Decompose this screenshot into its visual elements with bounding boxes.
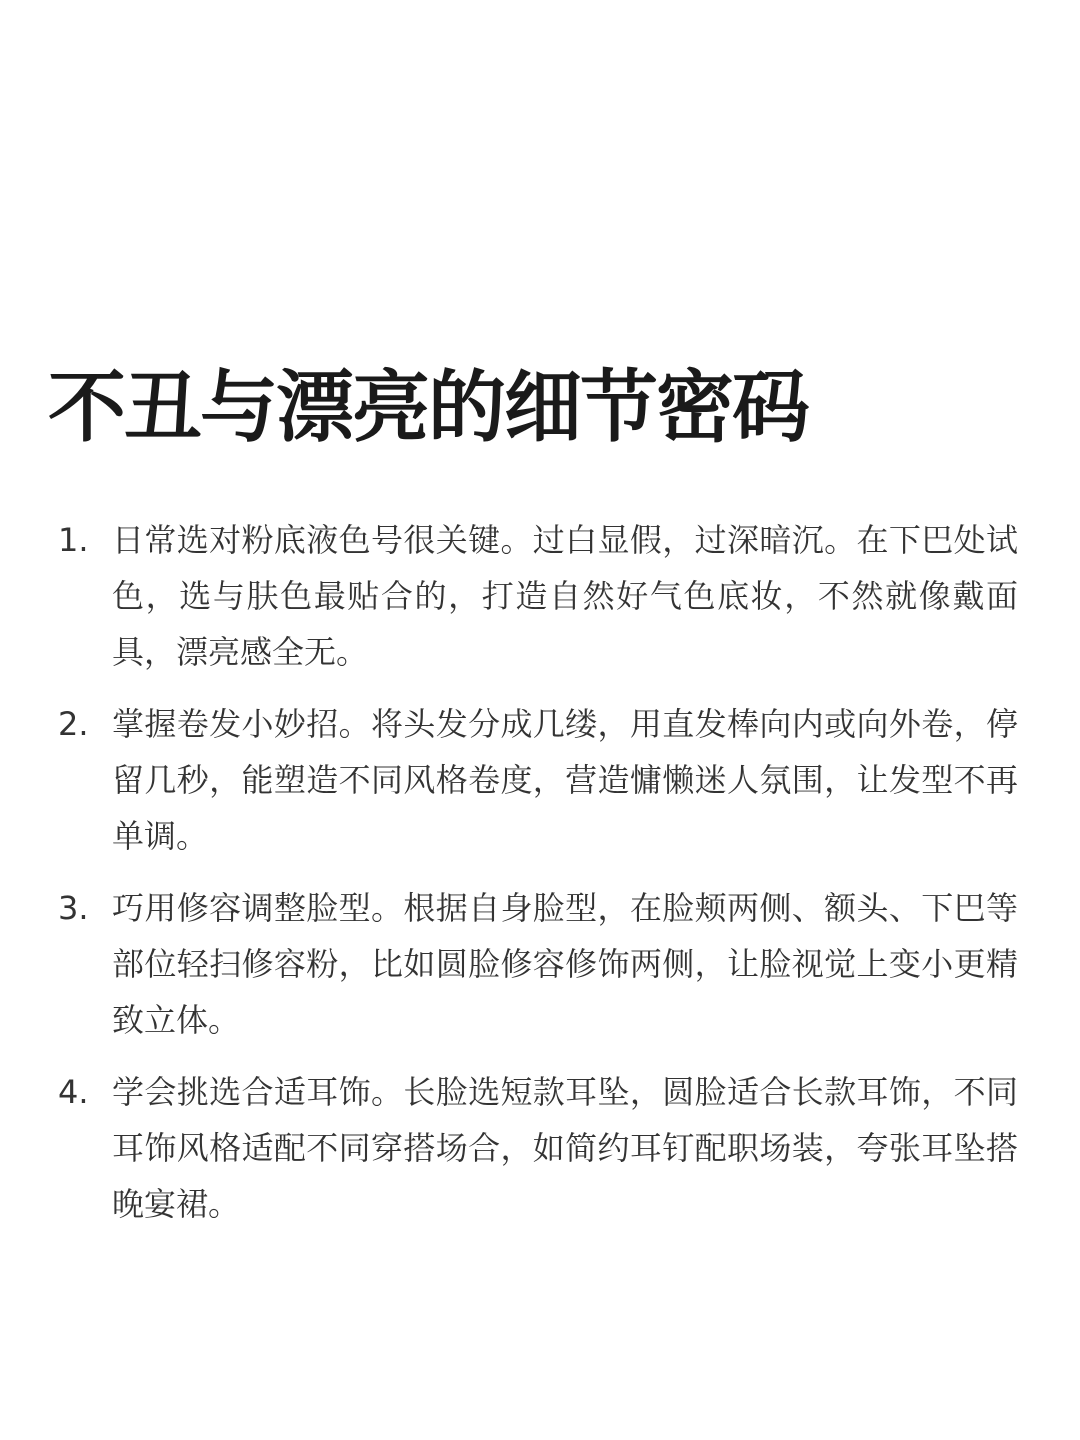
list-item (58, 1064, 1018, 1232)
list-item (58, 512, 1018, 680)
list-item (58, 880, 1018, 1048)
list-item-number: 2. (58, 705, 89, 743)
list-item-text: 掌握卷发小妙招。将头发分成几缕，用直发棒向内或向外卷，停留几秒，能塑造不同风格卷度，营造慵懒迷人氛围，让发型不再单调。 (112, 705, 1018, 855)
page-title: 不丑与漂亮的细节密码 (48, 363, 809, 453)
tips-list (58, 512, 1018, 1248)
list-item-number: 1. (58, 521, 89, 559)
list-item-text: 巧用修容调整脸型。根据自身脸型，在脸颊两侧、额头、下巴等部位轻扫修容粉，比如圆脸修容修饰两侧，让脸视觉上变小更精致立体。 (112, 889, 1018, 1039)
list-item (58, 696, 1018, 864)
list-item-number: 4. (58, 1073, 89, 1111)
list-item-text: 学会挑选合适耳饰。长脸选短款耳坠，圆脸适合长款耳饰，不同耳饰风格适配不同穿搭场合，如简约耳钉配职场装，夸张耳坠搭晚宴裙。 (112, 1073, 1018, 1223)
list-item-number: 3. (58, 889, 89, 927)
list-item-text: 日常选对粉底液色号很关键。过白显假，过深暗沉。在下巴处试色，选与肤色最贴合的，打造自然好气色底妆，不然就像戴面具，漂亮感全无。 (112, 521, 1018, 671)
